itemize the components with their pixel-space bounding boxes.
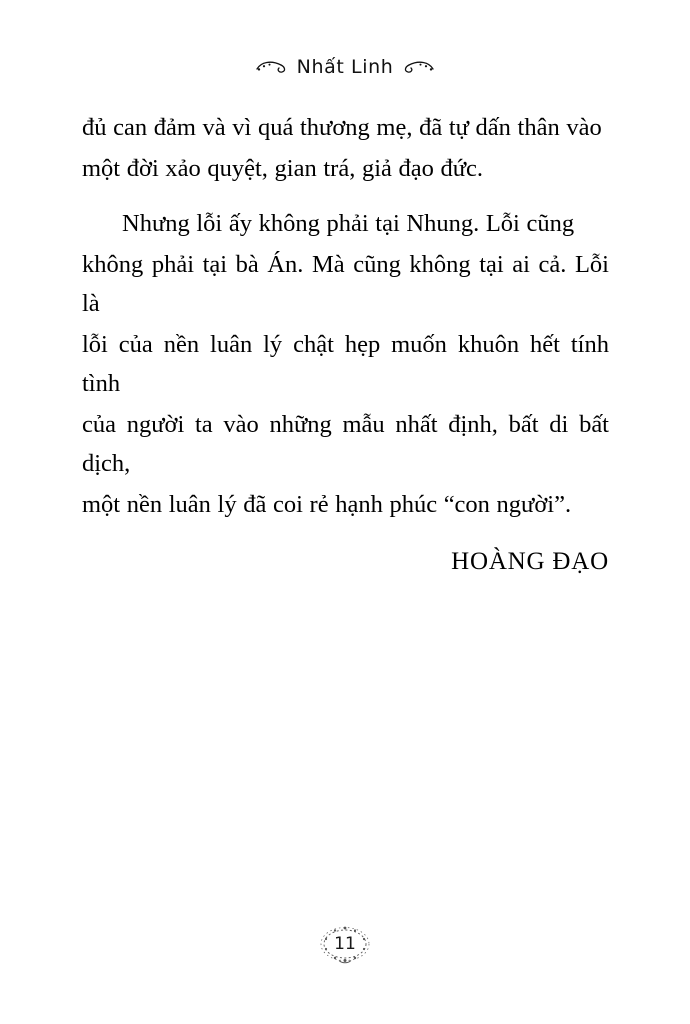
paragraph [82,405,609,483]
text-line: lỗi của nền luân lý chật hẹp muốn khuôn hết tính tình [82,331,609,397]
paragraph [82,325,609,403]
text-line: đủ can đảm và vì quá thương mẹ, đã tự dấn thân vào [82,114,602,141]
paragraph [82,108,609,147]
paragraph [82,204,609,243]
text-line: của người ta vào những mẫu nhất định, bất di bất dịch, [82,411,609,477]
folio-wrap [313,912,377,976]
author-signature: HOÀNG ĐẠO [451,548,609,575]
text-line: một nền luân lý đã coi rẻ hạnh phúc “con người”. [82,491,572,518]
page-body [82,108,609,581]
paragraph [82,485,609,524]
page-number: 11 [334,933,356,954]
page-footer [0,912,690,976]
leaf-flourish-right-icon [401,58,435,76]
paragraph [82,149,609,188]
running-head-author: Nhất Linh [296,56,394,78]
text-line: không phải tại bà Án. Mà cũng không tại ai cả. Lỗi là [82,251,609,317]
paragraph-spacer [82,190,609,204]
running-head [0,56,690,78]
text-line: một đời xảo quyệt, gian trá, giả đạo đức. [82,155,484,182]
text-line: Nhưng lỗi ấy không phải tại Nhung. Lỗi cũng [122,210,575,237]
leaf-flourish-left-icon [255,58,289,76]
paragraph [82,245,609,323]
